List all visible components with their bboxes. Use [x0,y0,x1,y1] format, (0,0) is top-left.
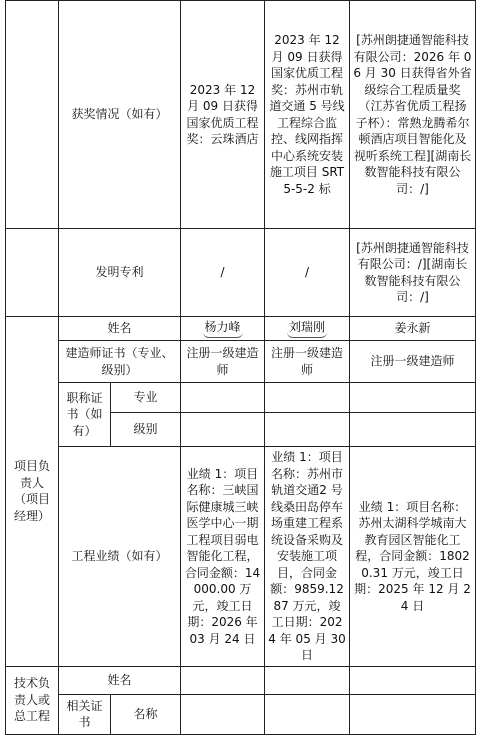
tech-cert-row [6,694,476,734]
pm-cert: 注册一级建造师 [265,341,350,383]
blank-cell [6,1,59,229]
awards-row [6,1,476,229]
pm-level-label: 级别 [111,413,181,447]
pm-performance: 业绩 1：项目名称：苏州太湖科学城南大教育园区智能化工程，合同金额：18020.31 万元，竣工日期：2025 年 12 月 24 日 [350,447,476,667]
patent-row [6,229,476,317]
tech-section-label: 技术负责人或总工程 [6,666,59,734]
tech-name-value [265,666,350,694]
tech-name-row [6,666,476,694]
tech-name-value [181,666,265,694]
pm-cert-row [6,341,476,383]
pm-level-value [265,413,350,447]
pm-name-label: 姓名 [59,317,181,341]
signature-name: 杨力峰 [203,319,243,338]
pm-level-value [181,413,265,447]
pm-name: 姜永新 [350,317,476,341]
pm-performance: 业绩 1：项目名称：苏州市轨道交通2 号线桑田岛停车场重建工程系统设备采购及安装施工项目，合同金额：9859.1287 万元，竣工日期：2024 年 05 月 30 日 [265,447,350,667]
awards-value: 2023 年 12 月 09 日获得国家优质工程奖：苏州市轨道交通 5 号线工程综合监控、线网指挥中心系统安装施工项目 SRT5-5-2 标 [265,1,350,229]
pm-level-value [350,413,476,447]
pm-section-label: 项目负责人（项目经理） [6,317,59,667]
pm-major-value [350,383,476,413]
pm-cert-label: 建造师证书（专业、级别） [59,341,181,383]
patent-value: [苏州朗捷通智能科技有限公司：/][湖南长数智能科技有限公司：/] [350,229,476,317]
bid-info-table [5,0,476,735]
pm-cert: 注册一级建造师 [181,341,265,383]
tech-cert-value [350,694,476,734]
patent-value: / [265,229,350,317]
awards-value: 2023 年 12 月 09 日获得国家优质工程奖：云珠酒店 [181,1,265,229]
pm-name-row [6,317,476,341]
patent-label: 发明专利 [59,229,181,317]
tech-name-label: 姓名 [59,666,181,694]
pm-performance: 业绩 1：项目名称：三峡国际健康城三峡医学中心一期工程项目弱电智能化工程，合同金额：14000.00 万元，竣工日期：2026 年 03 月 24 日 [181,447,265,667]
awards-label: 获奖情况（如有） [59,1,181,229]
pm-name [265,317,350,341]
signature-name: 刘瑞刚 [287,319,327,338]
pm-performance-row [6,447,476,667]
blank-cell [6,229,59,317]
pm-title-cert-label: 职称证书（如有） [59,383,111,447]
pm-cert: 注册一级建造师 [350,341,476,383]
tech-cert-value [265,694,350,734]
tech-cert-name-label: 名称 [111,694,181,734]
pm-major-row [6,383,476,413]
pm-major-label: 专业 [111,383,181,413]
awards-value: [苏州朗捷通智能科技有限公司：2026 年 06 月 30 日获得省外省级综合工程质量奖（江苏省优质工程扬子杯）：常熟龙腾希尔顿酒店项目智能化及视听系统工程][湖南长数智能科技有限公司：/] [350,1,476,229]
pm-performance-label: 工程业绩（如有） [59,447,181,667]
pm-major-value [181,383,265,413]
patent-value: / [181,229,265,317]
tech-cert-value [181,694,265,734]
pm-major-value [265,383,350,413]
tech-cert-label: 相关证书 [59,694,111,734]
pm-name [181,317,265,341]
tech-name-value [350,666,476,694]
